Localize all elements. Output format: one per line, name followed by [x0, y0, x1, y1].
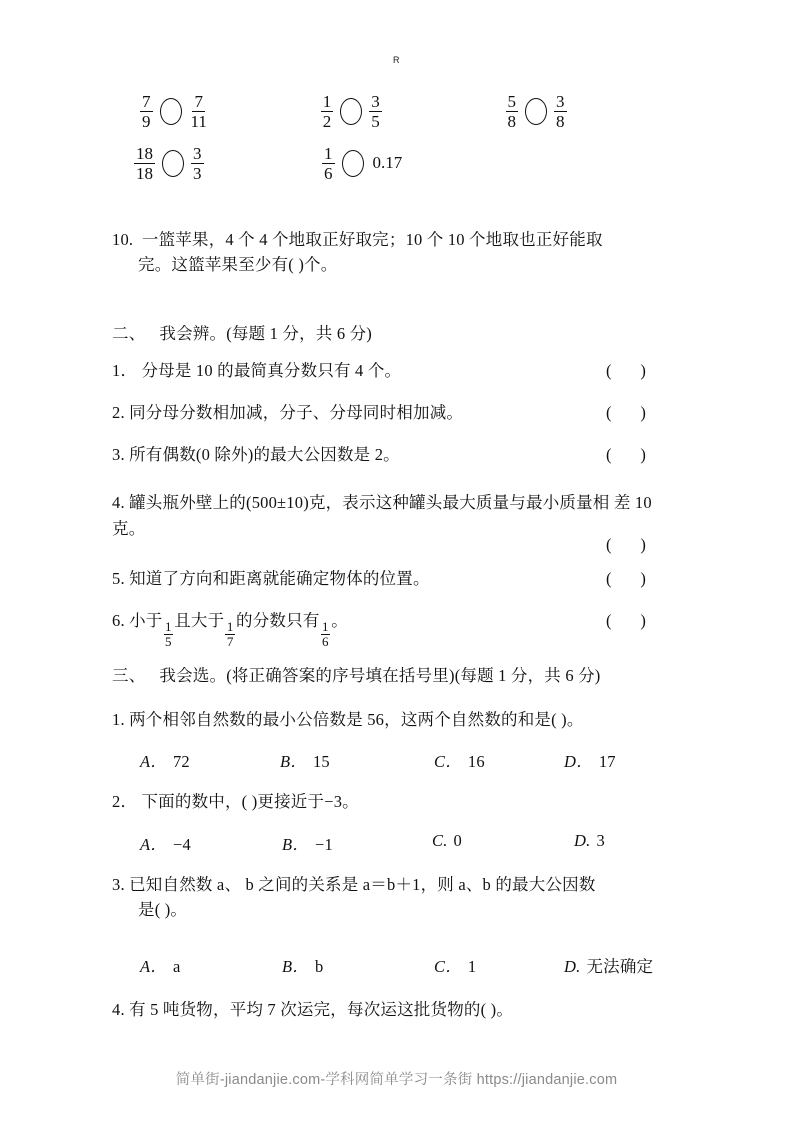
fraction-numerator: 1	[226, 619, 234, 635]
option-a[interactable]	[140, 748, 190, 772]
item-stem-text: 有 5 吨货物，平均 7 次运完，每次运这批货物的( )。	[129, 1000, 514, 1019]
question-10	[112, 228, 684, 278]
fraction-denominator: 8	[556, 111, 565, 131]
comparison-pair	[484, 88, 683, 134]
fraction-numerator: 1	[324, 143, 333, 163]
option-value: 1	[467, 957, 477, 976]
item-number: 1.	[112, 710, 125, 729]
item-stem	[112, 790, 684, 815]
section-3-item-3-options	[112, 953, 684, 977]
item-number: 6.	[112, 611, 125, 630]
option-letter: D．	[564, 752, 593, 771]
section-3-heading	[112, 662, 684, 686]
section-3-number: 三、	[112, 666, 146, 685]
option-d[interactable]	[564, 748, 616, 772]
fraction-numerator: 5	[507, 91, 516, 111]
option-c[interactable]	[432, 831, 462, 851]
option-b[interactable]	[282, 953, 323, 977]
fraction-numerator: 3	[193, 143, 202, 163]
fraction-denominator: 5	[165, 633, 172, 649]
fraction-denominator: 7	[226, 633, 234, 649]
fraction-denominator: 6	[322, 633, 329, 649]
option-value: −4	[172, 835, 191, 854]
option-letter: A．	[140, 835, 167, 854]
question-10-number: 10.	[112, 230, 134, 249]
item-stem-text: 下面的数中，( )更接近于−3。	[141, 792, 359, 811]
comparison-circle-icon[interactable]	[340, 98, 362, 125]
item-line-1	[112, 873, 684, 898]
option-value: 17	[598, 752, 616, 771]
fraction-denominator: 2	[322, 111, 332, 131]
option-d[interactable]	[564, 953, 653, 977]
section-2-item-3	[112, 442, 684, 468]
section-2-heading	[112, 320, 684, 344]
fraction-left	[506, 93, 519, 130]
item-text: 知道了方向和距离就能确定物体的位置。	[129, 569, 430, 588]
option-letter: B．	[282, 957, 309, 976]
option-letter: C．	[434, 957, 462, 976]
item-text: 同分母分数相加减，分子、分母同时相加减。	[129, 403, 464, 422]
section-2-item-2	[112, 400, 684, 426]
item-stem	[112, 998, 684, 1023]
section-3-item-2	[112, 790, 684, 815]
fraction-denominator: 9	[142, 111, 151, 131]
answer-bracket[interactable]: ( )	[606, 569, 646, 588]
fraction-denominator: 18	[136, 163, 153, 183]
section-2-item-6	[112, 608, 684, 648]
item-number: 4.	[112, 493, 125, 512]
fraction-right	[189, 93, 209, 130]
answer-bracket[interactable]: ( )	[606, 403, 646, 422]
section-3-item-2-options	[112, 831, 684, 855]
item-stem-text: 两个相邻自然数的最小公倍数是 56，这两个自然数的和是( )。	[129, 710, 584, 729]
item-number: 5.	[112, 569, 125, 588]
question-10-line-1	[112, 228, 684, 253]
fraction-numerator: 3	[556, 91, 565, 111]
option-letter: B．	[282, 835, 309, 854]
fraction-left	[140, 93, 153, 130]
item-text: 所有偶数(0 除外)的最大公因数是 2。	[129, 445, 400, 464]
item-number: 4.	[112, 1000, 125, 1019]
item-stem	[112, 708, 684, 733]
fraction-right	[369, 93, 382, 130]
page-top-marker: R	[393, 55, 400, 65]
comparison-pair	[112, 140, 302, 186]
option-a[interactable]	[140, 831, 191, 855]
section-3-item-1-options	[112, 748, 684, 772]
comparison-pair	[305, 88, 484, 134]
fraction-denominator: 6	[324, 163, 333, 183]
inline-fraction-2	[225, 620, 235, 648]
answer-bracket[interactable]: ( )	[606, 611, 646, 630]
option-letter: D.	[574, 831, 591, 850]
option-letter: B．	[280, 752, 307, 771]
fraction-denominator: 5	[371, 111, 380, 131]
item-text-mid: 且大于	[174, 611, 225, 630]
option-d[interactable]	[574, 831, 605, 851]
option-value: a	[172, 957, 181, 976]
option-c[interactable]	[434, 953, 476, 977]
fraction-numerator: 1	[322, 619, 329, 635]
item-text-mid-2: 的分数只有	[236, 611, 320, 630]
section-3-item-4	[112, 998, 684, 1023]
section-2-item-5	[112, 566, 684, 592]
inline-fraction-1	[164, 620, 174, 648]
option-letter: C．	[434, 752, 462, 771]
fraction-numerator: 7	[142, 91, 151, 111]
fraction-denominator: 3	[193, 163, 202, 183]
footer-watermark: 简单街-jiandanjie.com-学科网简单学习一条街 https://jiandanjie.com	[175, 1072, 618, 1088]
fraction-denominator: 11	[190, 111, 207, 131]
section-3-item-1	[112, 708, 684, 733]
option-c[interactable]	[434, 748, 485, 772]
option-value: 16	[467, 752, 485, 771]
section-3-title: 我会选。(将正确答案的序号填在括号里)(每题 1 分，共 6 分)	[159, 666, 601, 685]
fraction-left	[321, 93, 334, 130]
section-2-item-4	[112, 490, 684, 554]
comparison-row-1	[112, 88, 682, 140]
fraction-left	[134, 145, 155, 182]
comparison-circle-icon[interactable]	[162, 150, 184, 177]
option-value: 15	[312, 752, 330, 771]
item-line-2: 差 10 克。	[112, 493, 652, 538]
comparison-decimal-value: 0.17	[372, 153, 403, 172]
answer-bracket[interactable]: ( )	[606, 535, 646, 554]
comparison-circle-icon[interactable]	[525, 98, 547, 125]
item-text-suffix: 。	[331, 611, 348, 630]
comparison-pair	[112, 88, 305, 134]
fraction-numerator: 3	[371, 91, 380, 111]
option-b[interactable]	[282, 831, 333, 855]
item-line-1	[112, 493, 610, 512]
option-letter: C.	[432, 831, 448, 850]
question-10-text: 一篮苹果，4 个 4 个地取正好取完；10 个 10 个地取也正好能取	[141, 230, 603, 249]
option-letter: A．	[140, 752, 167, 771]
fraction-left	[322, 145, 335, 182]
comparison-circle-icon[interactable]	[342, 150, 364, 177]
item-line-2: 是( )。	[138, 899, 188, 919]
section-2-number: 二、	[112, 324, 146, 343]
option-value: 72	[172, 752, 190, 771]
item-text-prefix: 小于	[129, 611, 163, 630]
fraction-denominator: 8	[507, 111, 516, 131]
comparison-pair	[302, 140, 488, 186]
inline-fraction-3	[321, 620, 331, 648]
option-value: 无法确定	[586, 957, 654, 976]
fraction-numerator: 1	[322, 91, 332, 111]
fraction-numerator: 18	[136, 143, 153, 163]
item-number: 2.	[112, 403, 125, 422]
answer-bracket[interactable]: ( )	[606, 361, 646, 380]
option-letter: A．	[140, 957, 167, 976]
fraction-right	[554, 93, 567, 130]
item-number: 3.	[112, 875, 125, 894]
answer-bracket[interactable]: ( )	[606, 445, 646, 464]
fraction-numerator: 1	[165, 619, 172, 635]
question-10-line-2: 完。这篮苹果至少有( )个。	[138, 254, 338, 274]
item-stem-text: 已知自然数 a、 b 之间的关系是 a＝b＋1，则 a、b 的最大公因数	[129, 875, 596, 894]
item-number: 2．	[112, 792, 138, 811]
option-letter: D.	[564, 957, 581, 976]
option-b[interactable]	[280, 748, 330, 772]
option-value: b	[314, 957, 324, 976]
option-value: −1	[314, 835, 333, 854]
section-2-title: 我会辨。(每题 1 分，共 6 分)	[159, 324, 372, 343]
comparison-circle-icon[interactable]	[160, 98, 182, 125]
fraction-right	[191, 145, 204, 182]
item-text: 分母是 10 的最简真分数只有 4 个。	[141, 361, 402, 380]
item-number: 3.	[112, 445, 125, 464]
fraction-numerator: 7	[194, 91, 203, 111]
option-a[interactable]	[140, 953, 181, 977]
item-text: 罐头瓶外壁上的(500±10)克，表示这种罐头最大质量与最小质量相	[129, 493, 610, 512]
option-value: 3	[596, 831, 605, 850]
option-value: 0	[453, 831, 462, 850]
fraction-comparison-block	[112, 88, 682, 186]
comparison-row-2	[112, 140, 682, 186]
section-3-item-3	[112, 873, 684, 923]
item-number: 1．	[112, 361, 138, 380]
section-2-item-1	[112, 358, 684, 384]
